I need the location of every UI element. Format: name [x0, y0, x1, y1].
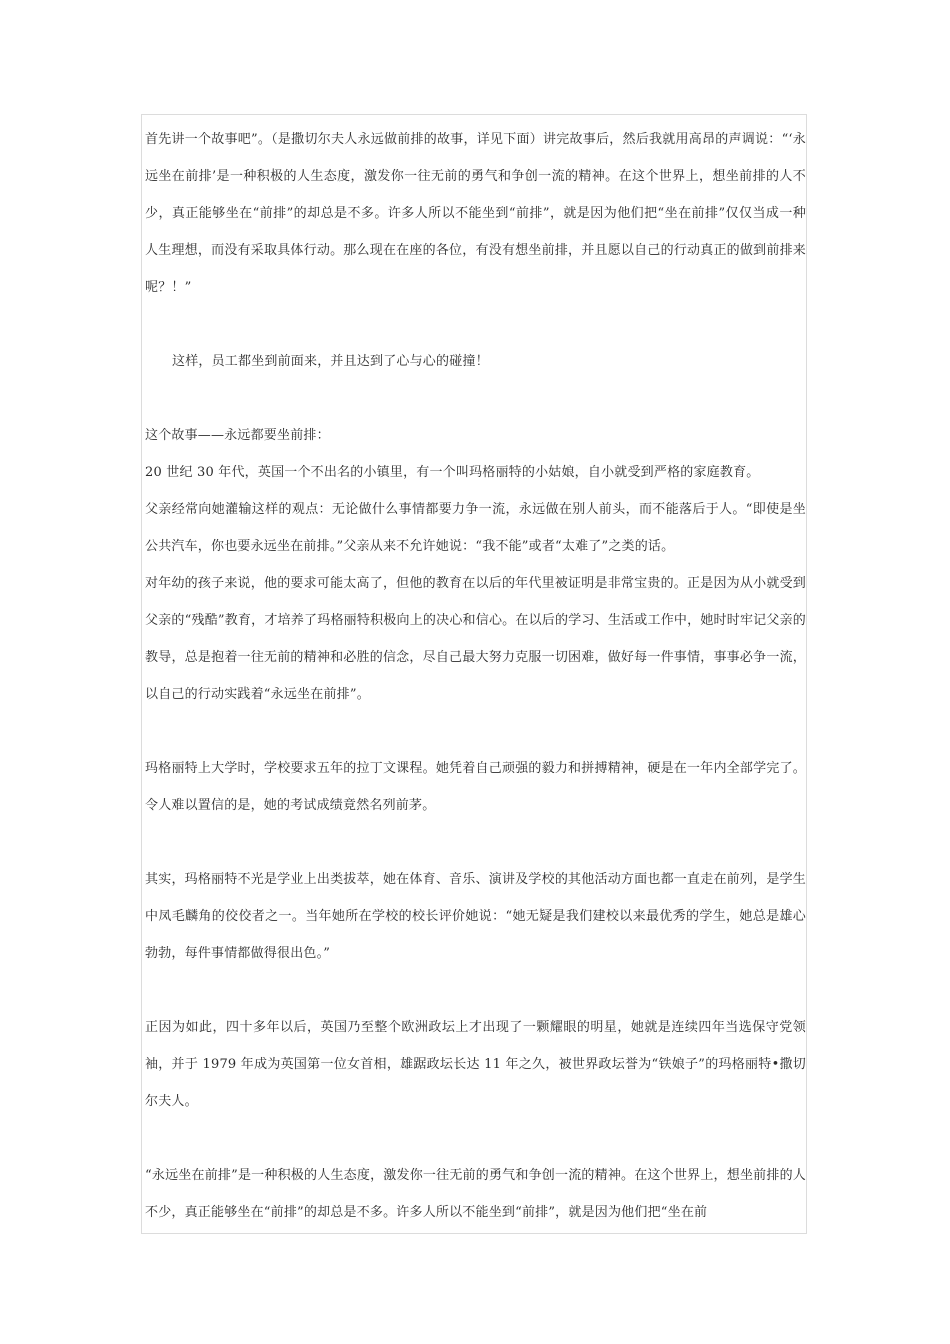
paragraph-front-row-conclusion: “永远坐在前排”是一种积极的人生态度，激发你一往无前的勇气和争创一流的精神。在这个世界上，想坐前排的人不少，真正能够坐在“前排”的却总是不多。许多人所以不能坐到“前排”，就是因为他们把“坐在前 — [145, 1168, 806, 1220]
paragraph-prime-minister: 正因为如此，四十多年以后，英国乃至整个欧洲政坛上才出现了一颗耀眼的明星，她就是连续四年当选保守党领袖，并于 1979 年成为英国第一位女首相，雄踞政坛长达 11 年之久，被世界政坛誉为“铁娘子”的玛格丽特•撒切尔夫人。 — [145, 1020, 806, 1109]
paragraph-university-latin: 玛格丽特上大学时，学校要求五年的拉丁文课程。她凭着自己顽强的毅力和拼搏精神，硬是在一年内全部学完了。令人难以置信的是，她的考试成绩竟然名列前茅。 — [145, 761, 806, 813]
document-page — [141, 114, 807, 1234]
paragraph-story-heading: 这个故事——永远都要坐前排： — [145, 428, 330, 443]
paragraph-father-teaching: 父亲经常向她灌输这样的观点：无论做什么事情都要力争一流，永远做在别人前头，而不能落后于人。“即使是坐公共汽车，你也要永远坐在前排。”父亲从来不允许她说：“我不能”或者“太难了”之类的话。 — [145, 502, 806, 554]
paragraph-1930s: 20 世纪 30 年代，英国一个不出名的小镇里，有一个叫玛格丽特的小姑娘，自小就受到严格的家庭教育。 — [145, 465, 760, 480]
paragraph-intro-story: 首先讲一个故事吧”。（是撒切尔夫人永远做前排的故事，详见下面）讲完故事后，然后我就用高昂的声调说：“‘永远坐在前排’是一种积极的人生态度，激发你一往无前的勇气和争创一流的精神。在这个世界上，想坐前排的人不少，真正能够坐在“前排”的却总是不多。许多人所以不能坐到“前排”，就是因为他们把“坐在前排”仅仅当成一种人生理想，而没有采取具体行动。那么现在在座的各位，有没有想坐前排，并且愿以自己的行动真正的做到前排来呢？！” — [145, 132, 806, 295]
paragraph-outcome: 这样，员工都坐到前面来，并且达到了心与心的碰撞！ — [172, 354, 489, 369]
paragraph-spacer — [145, 713, 806, 750]
paragraph-spacer — [145, 306, 806, 343]
paragraph-childhood-education: 对年幼的孩子来说，他的要求可能太高了，但他的教育在以后的年代里被证明是非常宝贵的。正是因为从小就受到父亲的“残酷”教育，才培养了玛格丽特积极向上的决心和信心。在以后的学习、生活或工作中，她时时牢记父亲的教导，总是抱着一往无前的精神和必胜的信念，尽自己最大努力克服一切困难，做好每一件事情，事事必争一流，以自己的行动实践着“永远坐在前排”。 — [145, 576, 806, 702]
paragraph-spacer — [145, 1120, 806, 1157]
paragraph-excellence: 其实，玛格丽特不光是学业上出类拔萃，她在体育、音乐、演讲及学校的其他活动方面也都一直走在前列，是学生中凤毛麟角的佼佼者之一。当年她所在学校的校长评价她说：“她无疑是我们建校以来最优秀的学生，她总是雄心勃勃，每件事情都做得很出色。” — [145, 872, 806, 961]
document-body — [145, 121, 806, 1231]
paragraph-spacer — [145, 824, 806, 861]
paragraph-spacer — [145, 380, 806, 417]
paragraph-spacer — [145, 972, 806, 1009]
